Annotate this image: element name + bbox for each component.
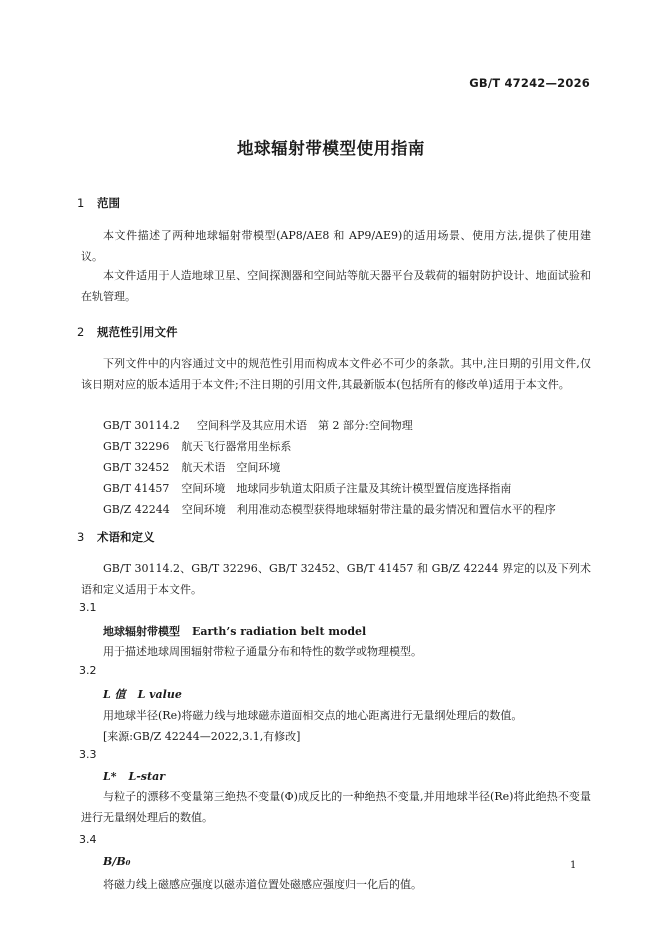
reference-item [103,480,511,496]
scope-paragraph-2: 本文件适用于人造地球卫星、空间探测器和空间站等航天器平台及载荷的辐射防护设计、地面试验和在轨管理。 [81,269,591,303]
term-number: 3.1 [79,601,97,614]
reference-item [103,501,556,517]
section-heading-normative-references [77,324,178,340]
term-entry-heading [103,623,366,639]
term-entry-heading [103,855,130,868]
scope-paragraph-1: 本文件描述了两种地球辐射带模型(AP8/AE8 和 AP9/AE9)的适用场景、使用方法,提供了使用建议。 [81,229,591,263]
reference-code: GB/T 41457 [103,482,170,495]
section-heading-terms [77,529,155,545]
term-number: 3.4 [79,833,97,846]
term-definition: 与粒子的漂移不变量第三绝热不变量(Φ)成反比的一种绝热不变量,并用地球半径(Re)将此绝热不变量进行无量纲处理后的数值。 [81,790,591,824]
page-number: 1 [570,860,577,871]
reference-code: GB/T 30114.2 [103,419,180,432]
reference-title: 航天飞行器常用坐标系 [181,440,292,453]
term-zh: L* [103,770,117,783]
reference-code: GB/T 32452 [103,461,170,474]
term-definition: 用于描述地球周围辐射带粒子通量分布和特性的数学或物理模型。 [103,645,422,658]
reference-title: 空间科学及其应用术语 第 2 部分:空间物理 [197,419,413,432]
term-zh: 地球辐射带模型 [103,625,180,638]
standard-number: GB/T 47242—2026 [469,76,590,90]
reference-item [103,459,280,475]
reference-item [103,417,413,433]
reference-item [103,438,291,454]
term-entry-heading [103,770,165,783]
term-zh: L 值 [103,688,126,701]
term-definition: 将磁力线上磁感应强度以磁赤道位置处磁感应强度归一化后的值。 [103,878,422,891]
term-zh: B/B₀ [103,855,131,868]
reference-title: 航天术语 空间环境 [181,461,281,474]
term-number: 3.3 [79,748,97,761]
term-entry-heading [103,686,182,702]
reference-code: GB/T 32296 [103,440,170,453]
term-en: L value [137,688,182,701]
reference-code: GB/Z 42244 [103,503,170,516]
section-name: 术语和定义 [97,530,155,544]
reference-title: 空间环境 地球同步轨道太阳质子注量及其统计模型置信度选择指南 [181,482,512,495]
section-heading-scope [77,195,120,211]
term-source: [来源:GB/Z 42244—2022,3.1,有修改] [103,730,301,743]
document-title: 地球辐射带模型使用指南 [236,139,426,158]
term-number: 3.2 [79,664,97,677]
term-en: L-star [128,770,165,783]
section-number: 3 [77,530,85,544]
term-en: Earth’s radiation belt model [192,625,367,638]
term-definition: 用地球半径(Re)将磁力线与地球磁赤道面相交点的地心距离进行无量纲处理后的数值。 [103,709,523,722]
section-number: 1 [77,196,85,210]
section-number: 2 [77,325,85,339]
terms-intro: GB/T 30114.2、GB/T 32296、GB/T 32452、GB/T 41457 和 GB/Z 42244 界定的以及下列术语和定义适用于本文件。 [81,562,591,596]
section-name: 范围 [97,196,120,210]
reference-title: 空间环境 利用准动态模型获得地球辐射带注量的最劣情况和置信水平的程序 [181,503,556,516]
references-intro: 下列文件中的内容通过文中的规范性引用而构成本文件必不可少的条款。其中,注日期的引用文件,仅该日期对应的版本适用于本文件;不注日期的引用文件,其最新版本(包括所有的修改单)适用于本文件。 [81,357,591,391]
section-name: 规范性引用文件 [97,325,178,339]
